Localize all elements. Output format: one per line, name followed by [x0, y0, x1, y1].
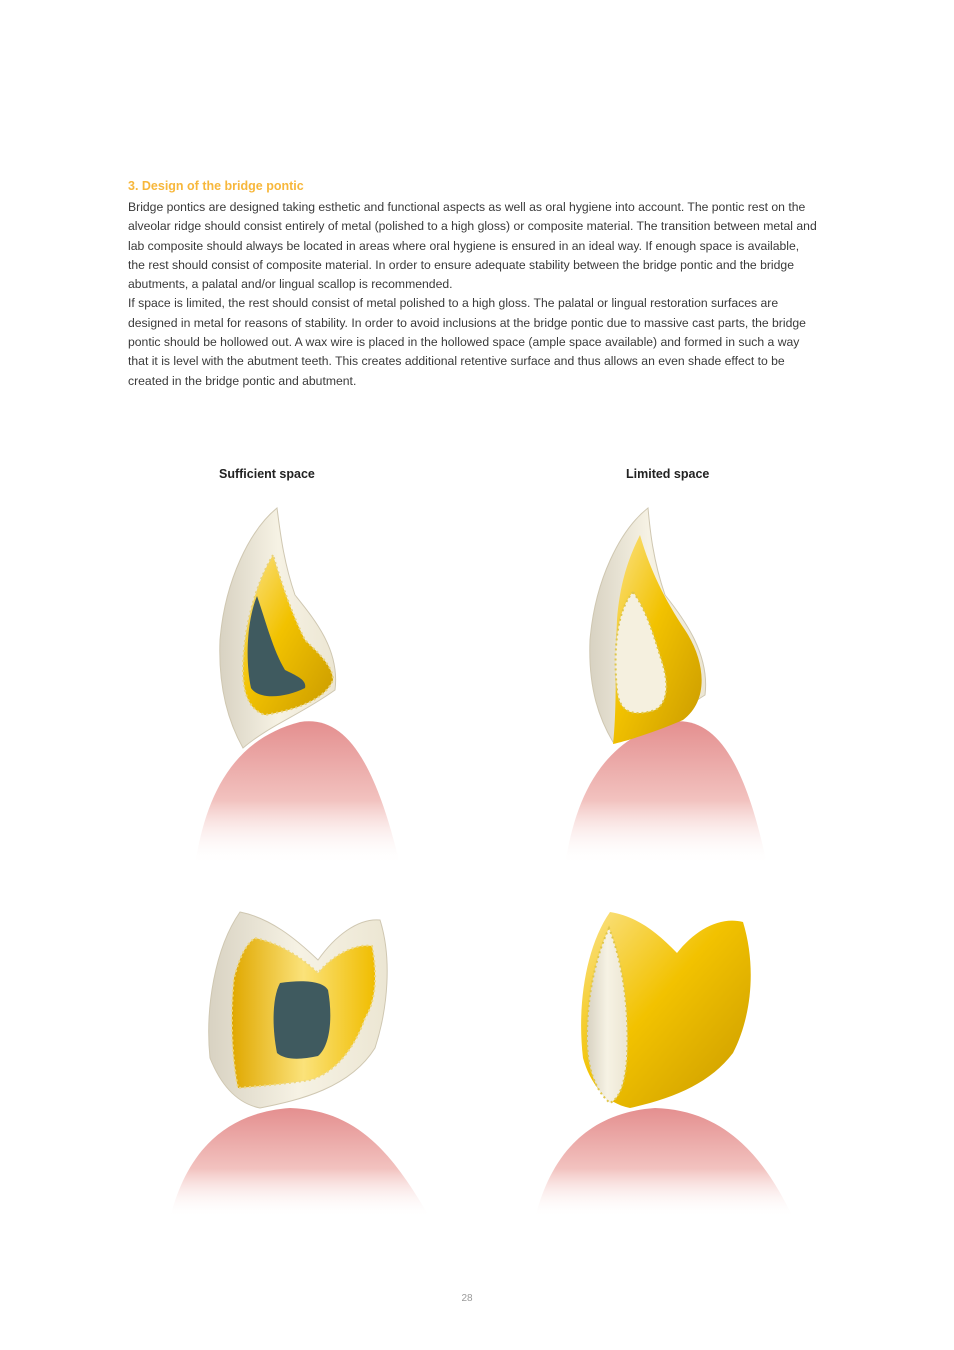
body-text	[128, 198, 818, 391]
section-heading: 3. Design of the bridge pontic	[128, 179, 304, 193]
paragraph-limited-space: If space is limited, the rest should consist of metal polished to a high gloss. The palatal or lingual restoration surfaces are designed in metal for reasons of stability. In order to avoid inclusions at the bridge pontic due to massive cast parts, the bridge pontic should be hollowed out. A wax wire is placed in the hollowed space (ample space available) and formed in such a way that it is level with the abutment teeth. This creates additional retentive surface and thus allows an even shade effect to be created in the bridge pontic and abutment.	[128, 296, 806, 388]
limited-space-front-illustration	[525, 898, 805, 1218]
paragraph-sufficient-space: Bridge pontics are designed taking esthetic and functional aspects as well as oral hygiene into account. The pontic rest on the alveolar ridge should consist entirely of metal (polished to a high gloss) or composite material. The transition between metal and lab composite should always be located in areas where oral hygiene is ensured in an ideal way. If enough space is available, the rest should consist of composite material. In order to ensure adequate stability between the bridge pontic and the bridge abutments, a palatal and/or lingual scallop is recommended.	[128, 200, 817, 292]
limited-space-side-illustration	[505, 500, 805, 865]
hollowed-space	[274, 981, 331, 1058]
gingiva-ridge	[535, 1108, 793, 1218]
gingiva-ridge	[195, 721, 400, 865]
sufficient-space-front-illustration	[160, 898, 435, 1218]
label-limited-space: Limited space	[626, 467, 710, 481]
page-number: 28	[461, 1293, 473, 1304]
sufficient-space-side-illustration	[135, 500, 435, 865]
label-sufficient-space: Sufficient space	[219, 467, 315, 481]
gingiva-ridge	[170, 1108, 430, 1218]
gingiva-ridge	[565, 721, 767, 865]
